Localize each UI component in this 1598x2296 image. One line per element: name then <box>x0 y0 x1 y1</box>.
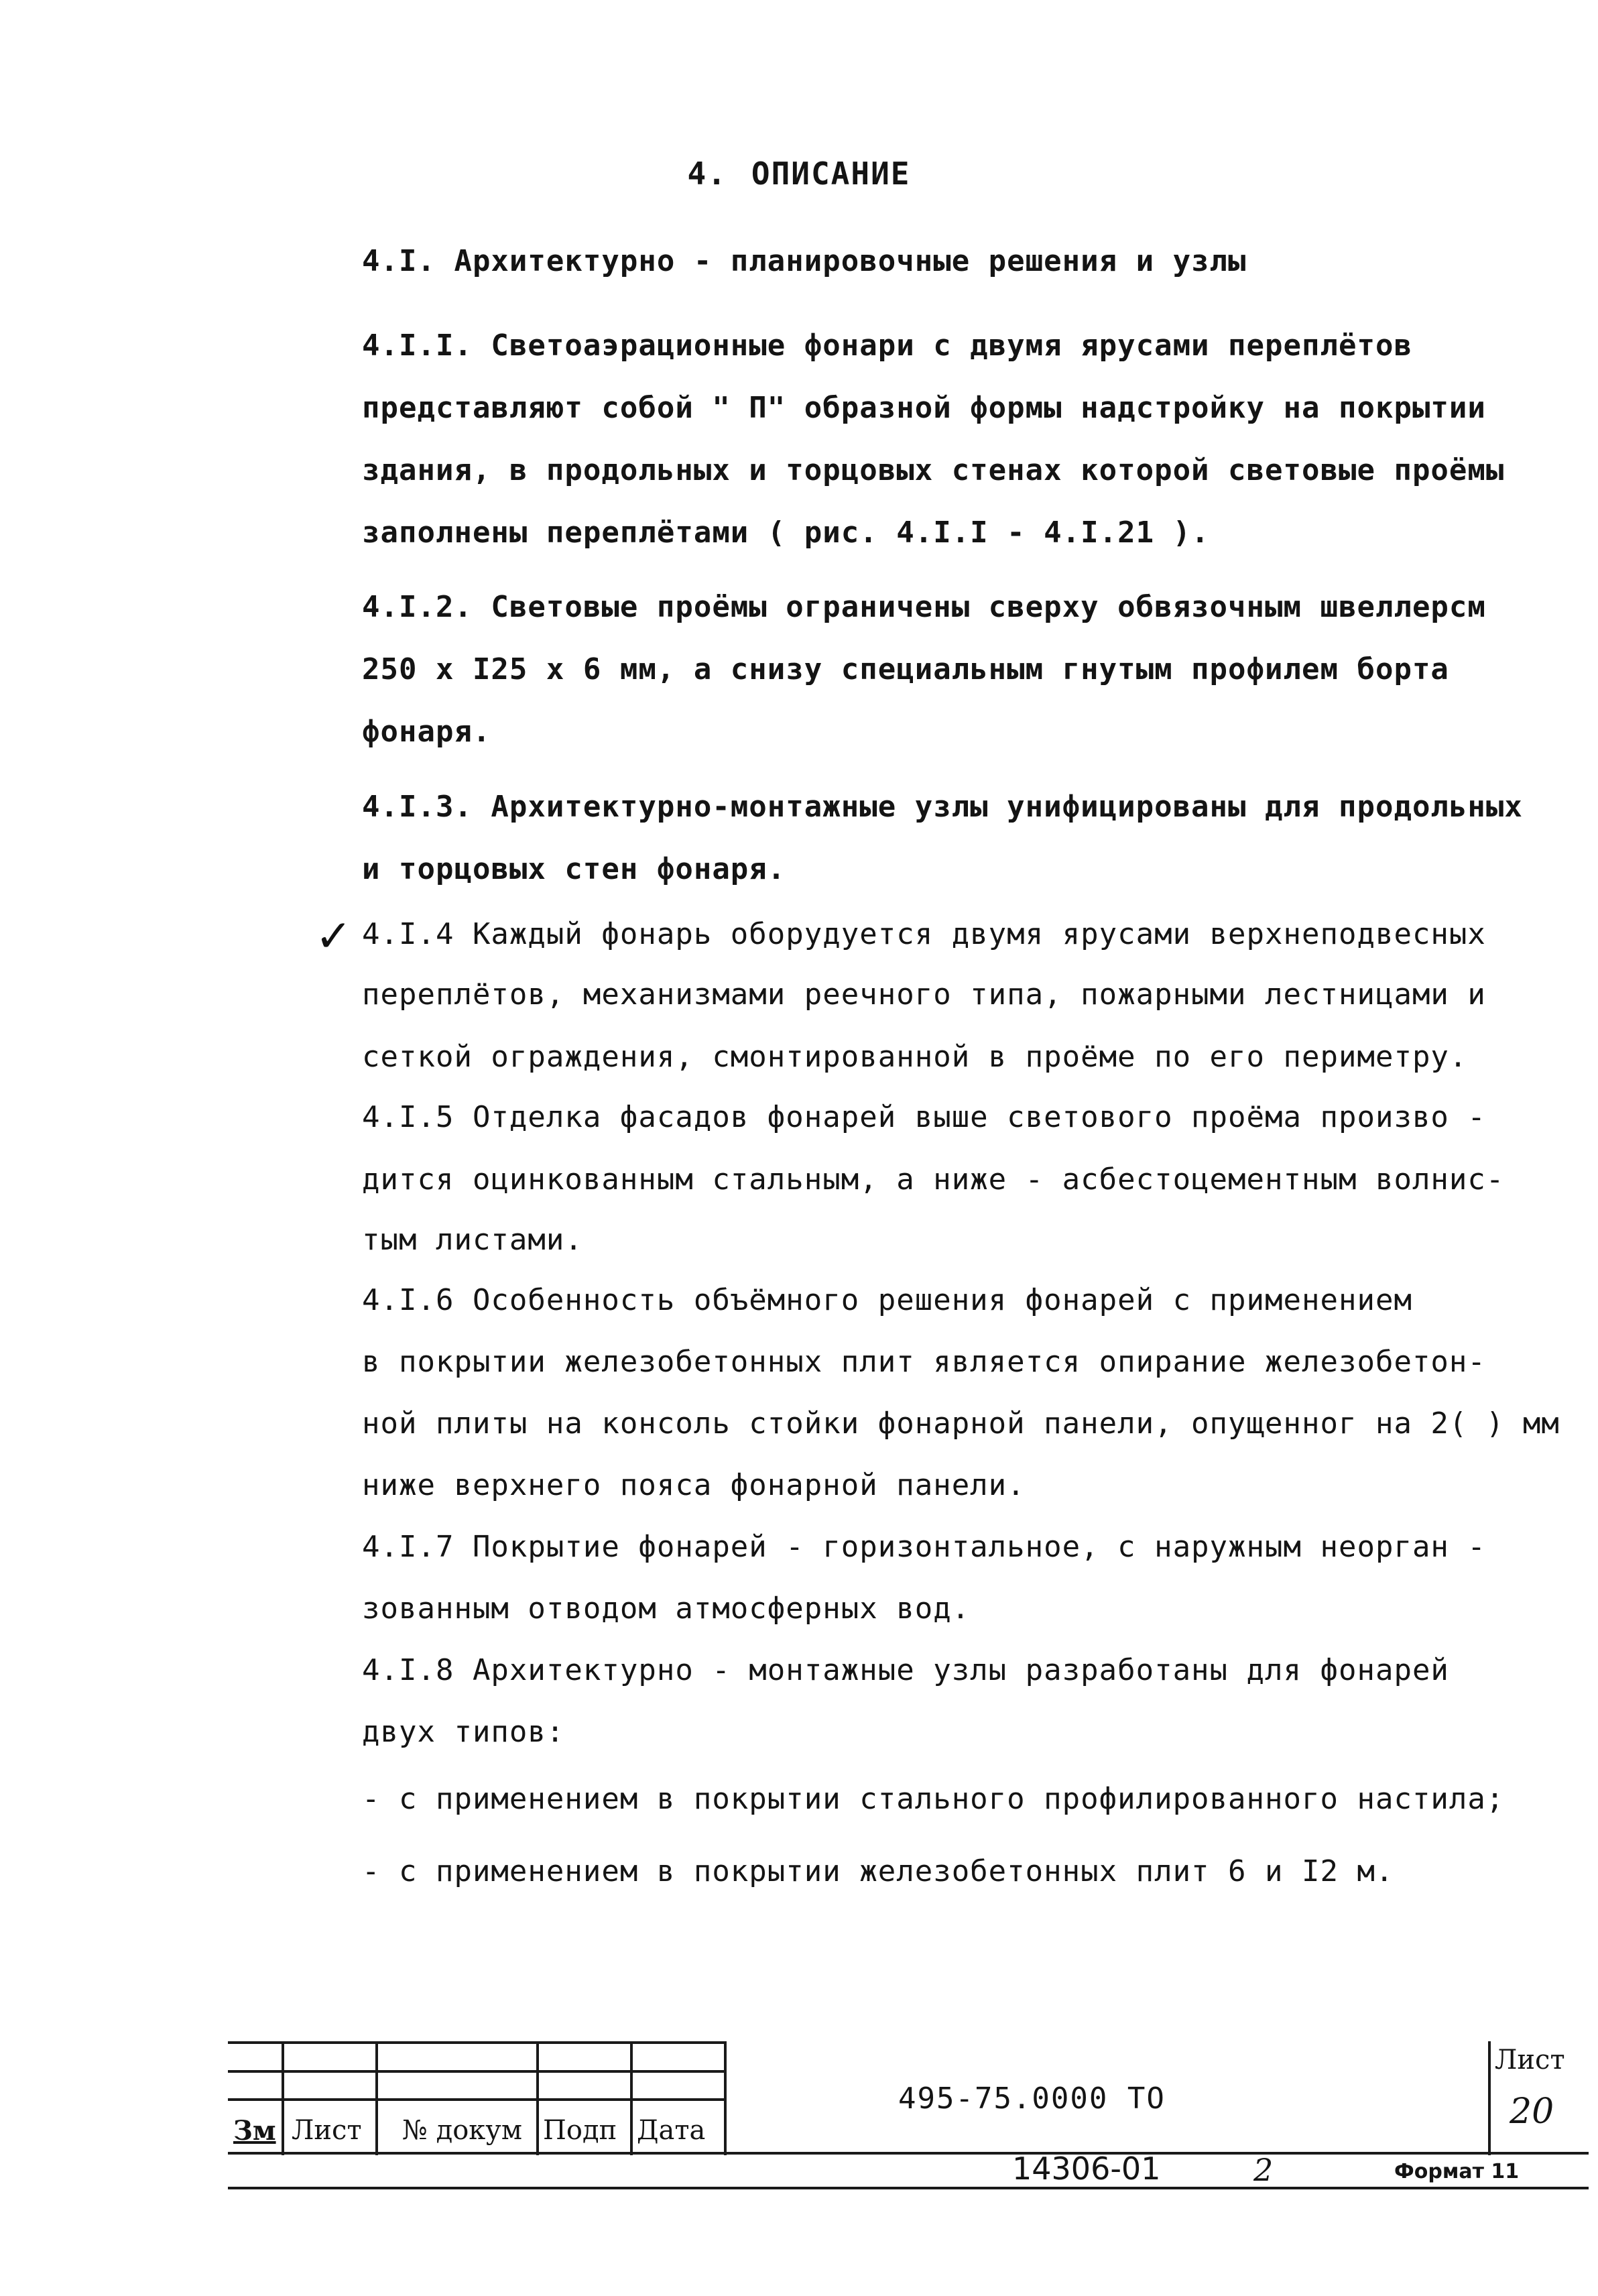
text-line: 4.I.7 Покрытие фонарей - горизонтальное, с наружным неорган - <box>362 1530 1486 1564</box>
stamp-col-doc: № докум <box>402 2115 522 2146</box>
title-block-stamp <box>228 2031 1589 2199</box>
text-line: ниже верхнего пояса фонарной панели. <box>362 1468 1026 1502</box>
text-line: в покрытии железобетонных плит является опирание железобетон- <box>362 1345 1486 1379</box>
stamp-col-izm: Зм <box>233 2115 276 2147</box>
text-line: фонаря. <box>362 715 491 749</box>
text-line: тым листами. <box>362 1223 583 1257</box>
handwritten-number: 2 <box>1253 2152 1274 2188</box>
stamp-col-date: Дата <box>637 2115 706 2146</box>
text-line: переплётов, механизмами реечного типа, пожарными лестницами и <box>362 977 1486 1012</box>
text-line: - с применением в покрытии железобетонных плит 6 и I2 м. <box>362 1854 1394 1888</box>
sheet-number: 20 <box>1510 2092 1554 2132</box>
text-line: 4.I.6 Особенность объёмного решения фонарей с применением <box>362 1283 1412 1317</box>
text-line: 4.I.2. Световые проёмы ограничены сверху обвязочным швеллерсм <box>362 590 1486 624</box>
inventory-number: 14306-01 <box>1012 2151 1161 2187</box>
stamp-rule <box>228 2070 724 2073</box>
stamp-col-list: Лист <box>292 2115 362 2146</box>
format-label: Формат 11 <box>1394 2160 1520 2183</box>
document-designation: 495-75.0000 ТО <box>898 2081 1166 2116</box>
stamp-divider <box>375 2041 378 2155</box>
handwritten-checkmark: ✓ <box>315 910 353 962</box>
text-line: ной плиты на консоль стойки фонарной панели, опущенног на 2( ) мм <box>362 1406 1560 1441</box>
stamp-rule <box>228 2152 1589 2155</box>
text-line: двух типов: <box>362 1715 565 1749</box>
text-line: представляют собой " П" образной формы надстройку на покрытии <box>362 391 1486 425</box>
text-line: зованным отводом атмосферных вод. <box>362 1591 971 1626</box>
text-line: 4.I.4 Каждый фонарь оборудуется двумя ярусами верхнеподвесных <box>362 917 1486 951</box>
text-line: заполнены переплётами ( рис. 4.I.I - 4.I.21 ). <box>362 516 1210 550</box>
stamp-divider <box>724 2041 727 2155</box>
section-title <box>0 156 1598 192</box>
section-title-text: ОПИСАНИЕ <box>751 156 911 192</box>
stamp-rule <box>228 2041 724 2044</box>
stamp-divider <box>1488 2041 1491 2155</box>
text-line: 250 x I25 x 6 мм, а снизу специальным гнутым профилем борта <box>362 652 1449 686</box>
stamp-divider <box>536 2041 539 2155</box>
text-line: 4.I.I. Светоаэрационные фонари с двумя ярусами переплётов <box>362 328 1412 363</box>
text-line: и торцовых стен фонаря. <box>362 852 786 886</box>
text-line: 4.I.3. Архитектурно-монтажные узлы унифицированы для продольных <box>362 790 1523 824</box>
sheet-label: Лист <box>1495 2045 1565 2075</box>
subheading: 4.I. Архитектурно - планировочные решения и узлы <box>362 244 1247 278</box>
stamp-rule <box>228 2098 724 2101</box>
stamp-divider <box>282 2041 284 2155</box>
text-line: здания, в продольных и торцовых стенах которой световые проёмы <box>362 453 1505 487</box>
section-number: 4. <box>687 156 727 192</box>
text-line: 4.I.8 Архитектурно - монтажные узлы разработаны для фонарей <box>362 1653 1449 1687</box>
stamp-divider <box>630 2041 633 2155</box>
text-line: сеткой ограждения, смонтированной в проёме по его периметру. <box>362 1040 1468 1074</box>
text-line: 4.I.5 Отделка фасадов фонарей выше светового проёма произво - <box>362 1100 1486 1134</box>
text-line: дится оцинкованным стальным, а ниже - асбестоцементным волнис- <box>362 1162 1505 1197</box>
text-line: - с применением в покрытии стального профилированного настила; <box>362 1782 1505 1816</box>
stamp-col-podp: Подп <box>543 2115 617 2146</box>
stamp-rule <box>228 2187 1589 2189</box>
